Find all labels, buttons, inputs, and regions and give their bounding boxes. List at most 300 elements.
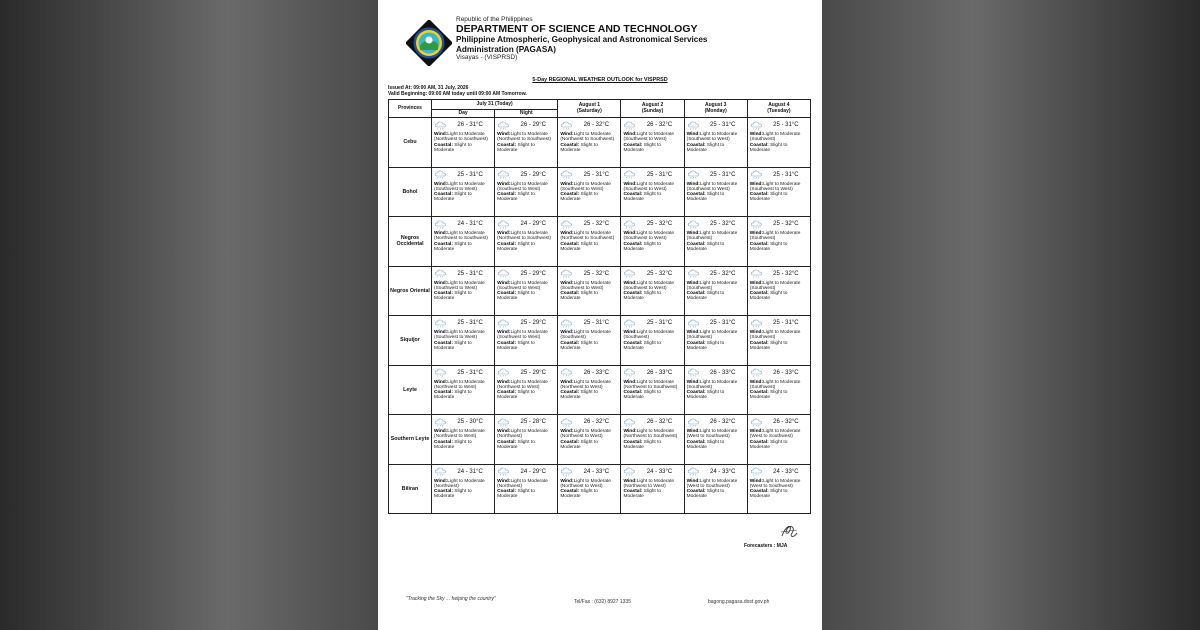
wind-label: Wind: bbox=[434, 478, 448, 484]
coastal-info bbox=[434, 192, 492, 203]
wind-info bbox=[560, 132, 618, 143]
wind-value: Light to Moderate (Northwest to West) bbox=[434, 429, 485, 440]
wind-value: Light to Moderate (Southwest) bbox=[749, 231, 801, 242]
wind-info bbox=[623, 479, 681, 490]
rain-cloud-icon bbox=[497, 269, 511, 278]
department-name: DEPARTMENT OF SCIENCE AND TECHNOLOGY bbox=[456, 23, 698, 35]
coastal-info bbox=[497, 192, 555, 203]
coastal-value: Slight to Moderate bbox=[434, 241, 472, 252]
forecast-cell bbox=[558, 217, 621, 267]
wind-label: Wind: bbox=[686, 181, 700, 187]
signature-icon bbox=[778, 521, 800, 543]
coastal-info bbox=[434, 440, 492, 451]
wind-value: Light to Moderate (Northwest to West) bbox=[560, 379, 611, 390]
wind-info bbox=[750, 479, 808, 490]
wind-info bbox=[623, 182, 681, 193]
wind-info bbox=[434, 182, 492, 193]
forecast-cell bbox=[432, 217, 495, 267]
forecast-cell bbox=[621, 365, 684, 415]
coastal-value: Slight to Moderate bbox=[560, 489, 598, 500]
wind-info bbox=[750, 330, 808, 341]
wind-value: Light to Moderate (West to Southwest) bbox=[686, 478, 738, 489]
wind-label: Wind: bbox=[686, 330, 700, 335]
wind-value: Light to Moderate (Northwest to West) bbox=[560, 478, 611, 489]
forecast-cell bbox=[558, 316, 621, 366]
coastal-label: Coastal: bbox=[434, 489, 453, 495]
wind-label: Wind: bbox=[686, 379, 700, 385]
document-page bbox=[378, 0, 822, 630]
province-name: Siquijor bbox=[389, 316, 432, 366]
region-line: Visayas - (VISPRSD) bbox=[456, 54, 518, 61]
forecast-cell bbox=[747, 167, 810, 217]
coastal-info bbox=[560, 489, 618, 500]
coastal-label: Coastal: bbox=[686, 439, 706, 445]
coastal-value: Slight to Moderate bbox=[560, 291, 598, 302]
wind-value: Light to Moderate (West to Southwest) bbox=[686, 429, 738, 440]
temperature-range: 25 - 32°C bbox=[646, 221, 673, 227]
coastal-value: Slight to Moderate bbox=[497, 340, 535, 351]
rain-cloud-icon bbox=[687, 467, 701, 476]
coastal-label: Coastal: bbox=[434, 390, 453, 396]
day-header: August 3 (Monday) bbox=[684, 100, 747, 118]
coastal-label: Coastal: bbox=[560, 340, 580, 346]
coastal-info bbox=[687, 291, 745, 302]
coastal-value: Slight to Moderate bbox=[749, 142, 788, 153]
temperature-range: 26 - 32°C bbox=[583, 122, 610, 128]
temperature-range: 24 - 33°C bbox=[583, 468, 610, 475]
wind-info bbox=[750, 281, 808, 292]
forecast-cell bbox=[432, 464, 495, 514]
coastal-value: Slight to Moderate bbox=[749, 340, 788, 351]
coastal-value: Slight to Moderate bbox=[686, 241, 725, 252]
coastal-info bbox=[687, 143, 745, 154]
wind-label: Wind: bbox=[623, 478, 637, 484]
coastal-info bbox=[497, 291, 555, 302]
rain-cloud-icon bbox=[623, 170, 637, 179]
temperature-range: 26 - 32°C bbox=[709, 419, 736, 425]
temperature-range: 25 - 31°C bbox=[457, 270, 483, 277]
wind-label: Wind: bbox=[623, 280, 637, 286]
coastal-label: Coastal: bbox=[560, 241, 580, 247]
forecast-cell bbox=[684, 167, 747, 217]
background-left bbox=[0, 0, 378, 630]
coastal-info bbox=[497, 242, 555, 253]
coastal-label: Coastal: bbox=[686, 241, 706, 247]
coastal-label: Coastal: bbox=[497, 340, 517, 346]
coastal-value: Slight to Moderate bbox=[623, 390, 662, 401]
coastal-value: Slight to Moderate bbox=[560, 192, 598, 203]
wind-info bbox=[434, 132, 492, 143]
wind-value: Light to Moderate (Southwest) bbox=[686, 231, 738, 242]
coastal-label: Coastal: bbox=[434, 439, 453, 445]
temperature-range: 25 - 29°C bbox=[520, 369, 546, 376]
wind-label: Wind: bbox=[749, 132, 764, 137]
coastal-label: Coastal: bbox=[560, 489, 580, 495]
wind-value: Light to Moderate (Northwest to Southwest) bbox=[497, 231, 552, 242]
rain-cloud-icon bbox=[750, 319, 764, 328]
coastal-label: Coastal: bbox=[623, 439, 643, 445]
wind-value: Light to Moderate (Southwest to West) bbox=[686, 132, 738, 143]
pagasa-logo-icon bbox=[406, 20, 452, 66]
day-header: August 2 (Sunday) bbox=[621, 100, 684, 118]
province-name: Bohol bbox=[389, 167, 432, 217]
rain-cloud-icon bbox=[687, 368, 701, 377]
wind-label: Wind: bbox=[434, 280, 448, 286]
wind-label: Wind: bbox=[623, 379, 637, 385]
coastal-label: Coastal: bbox=[434, 192, 453, 198]
rain-cloud-icon bbox=[434, 368, 448, 377]
coastal-value: Slight to Moderate bbox=[686, 489, 725, 500]
forecast-cell bbox=[432, 266, 495, 316]
rain-cloud-icon bbox=[434, 319, 448, 328]
coastal-info bbox=[560, 440, 618, 451]
temperature-range: 25 - 32°C bbox=[773, 221, 799, 227]
temperature-range: 24 - 33°C bbox=[646, 468, 673, 475]
wind-info bbox=[434, 479, 492, 490]
coastal-label: Coastal: bbox=[434, 241, 453, 247]
wind-info bbox=[623, 231, 681, 242]
forecast-cell bbox=[495, 316, 558, 366]
wind-label: Wind: bbox=[497, 379, 511, 385]
province-name: Biliran bbox=[389, 464, 432, 514]
rain-cloud-icon bbox=[750, 418, 764, 427]
issued-at: Issued At: 09:00 AM, 31 July, 2026 bbox=[388, 85, 469, 91]
wind-info bbox=[687, 380, 745, 391]
forecast-cell bbox=[495, 365, 558, 415]
temperature-range: 26 - 32°C bbox=[646, 419, 673, 425]
wind-info bbox=[560, 231, 618, 242]
rain-cloud-icon bbox=[623, 319, 637, 328]
forecast-cell bbox=[621, 316, 684, 366]
wind-value: Light to Moderate (Southwest) bbox=[686, 330, 738, 341]
wind-value: Light to Moderate (Northwest to Southwest) bbox=[623, 429, 678, 440]
wind-label: Wind: bbox=[560, 132, 574, 137]
temperature-range: 25 - 29°C bbox=[520, 171, 546, 178]
rain-cloud-icon bbox=[623, 418, 637, 427]
forecast-cell bbox=[432, 167, 495, 217]
wind-label: Wind: bbox=[434, 132, 448, 137]
coastal-value: Slight to Moderate bbox=[497, 241, 535, 252]
rain-cloud-icon bbox=[560, 170, 574, 179]
rain-cloud-icon bbox=[434, 220, 448, 229]
wind-info bbox=[687, 281, 745, 292]
wind-value: Light to Moderate (Southwest) bbox=[749, 330, 801, 341]
forecast-cell bbox=[684, 266, 747, 316]
wind-value: Light to Moderate (Northwest to Southwest) bbox=[434, 231, 488, 242]
wind-value: Light to Moderate (Southwest to West) bbox=[560, 181, 611, 192]
coastal-value: Slight to Moderate bbox=[623, 142, 662, 153]
rain-cloud-icon bbox=[750, 269, 764, 278]
coastal-info bbox=[560, 242, 618, 253]
wind-info bbox=[497, 182, 555, 193]
coastal-label: Coastal: bbox=[749, 142, 769, 148]
coastal-info bbox=[623, 440, 681, 451]
coastal-label: Coastal: bbox=[686, 142, 706, 148]
rain-cloud-icon bbox=[687, 170, 701, 179]
forecast-cell bbox=[495, 415, 558, 465]
rain-cloud-icon bbox=[750, 368, 764, 377]
forecast-cell bbox=[747, 266, 810, 316]
coastal-label: Coastal: bbox=[497, 241, 517, 247]
coastal-value: Slight to Moderate bbox=[497, 142, 535, 153]
wind-info bbox=[497, 479, 555, 490]
coastal-info bbox=[560, 143, 618, 154]
coastal-value: Slight to Moderate bbox=[497, 192, 535, 203]
footer-website: bagong.pagasa.dost.gov.ph bbox=[708, 599, 770, 605]
coastal-label: Coastal: bbox=[497, 192, 517, 198]
wind-label: Wind: bbox=[560, 280, 574, 286]
wind-label: Wind: bbox=[434, 181, 448, 187]
temperature-range: 26 - 32°C bbox=[773, 419, 799, 425]
forecast-cell bbox=[495, 167, 558, 217]
coastal-value: Slight to Moderate bbox=[497, 439, 535, 450]
provinces-header: Provinces bbox=[389, 100, 432, 118]
wind-label: Wind: bbox=[749, 181, 764, 187]
table-row bbox=[389, 464, 811, 514]
forecast-cell bbox=[684, 217, 747, 267]
coastal-info bbox=[434, 489, 492, 500]
temperature-range: 26 - 32°C bbox=[583, 419, 610, 425]
coastal-info bbox=[560, 341, 618, 352]
coastal-value: Slight to Moderate bbox=[686, 291, 725, 302]
wind-value: Light to Moderate (Southwest to West) bbox=[623, 280, 675, 291]
wind-label: Wind: bbox=[497, 280, 511, 286]
forecast-cell bbox=[558, 266, 621, 316]
coastal-label: Coastal: bbox=[560, 192, 580, 198]
coastal-info bbox=[560, 291, 618, 302]
temperature-range: 25 - 28°C bbox=[520, 419, 546, 425]
coastal-label: Coastal: bbox=[686, 340, 706, 346]
wind-label: Wind: bbox=[497, 181, 511, 187]
forecast-cell bbox=[684, 118, 747, 168]
wind-value: Light to Moderate (Northwest to West) bbox=[560, 429, 611, 440]
coastal-info bbox=[434, 390, 492, 401]
temperature-range: 25 - 31°C bbox=[583, 320, 610, 326]
coastal-label: Coastal: bbox=[497, 489, 517, 495]
wind-value: Light to Moderate (Southwest) bbox=[686, 280, 738, 291]
coastal-value: Slight to Moderate bbox=[497, 291, 535, 302]
rain-cloud-icon bbox=[434, 170, 448, 179]
rain-cloud-icon bbox=[497, 368, 511, 377]
coastal-value: Slight to Moderate bbox=[623, 291, 662, 302]
coastal-info bbox=[750, 291, 808, 302]
outlook-title: 5-Day REGIONAL WEATHER OUTLOOK for VISPRSD bbox=[532, 77, 668, 83]
table-row bbox=[389, 316, 811, 366]
province-name: Southern Leyte bbox=[389, 415, 432, 465]
coastal-value: Slight to Moderate bbox=[560, 390, 598, 401]
wind-value: Light to Moderate (Northwest to Southwest) bbox=[497, 132, 552, 143]
temperature-range: 25 - 31°C bbox=[457, 171, 483, 178]
temperature-range: 25 - 31°C bbox=[457, 320, 483, 326]
forecast-cell bbox=[558, 118, 621, 168]
forecasters-line: Forecasters : MJA bbox=[744, 543, 788, 549]
wind-value: Light to Moderate (Northwest to Southwest) bbox=[560, 132, 615, 143]
coastal-info bbox=[623, 341, 681, 352]
coastal-info bbox=[687, 341, 745, 352]
wind-label: Wind: bbox=[497, 429, 511, 434]
wind-label: Wind: bbox=[749, 379, 764, 385]
wind-label: Wind: bbox=[686, 478, 700, 484]
temperature-range: 25 - 31°C bbox=[709, 320, 736, 326]
forecast-cell bbox=[621, 464, 684, 514]
rain-cloud-icon bbox=[434, 121, 448, 130]
wind-info bbox=[497, 231, 555, 242]
temperature-range: 25 - 32°C bbox=[583, 221, 610, 227]
coastal-label: Coastal: bbox=[560, 291, 580, 297]
temperature-range: 25 - 29°C bbox=[520, 270, 546, 277]
wind-value: Light to Moderate (Southwest) bbox=[623, 330, 675, 341]
coastal-info bbox=[497, 341, 555, 352]
wind-value: Light to Moderate (Northwest) bbox=[497, 429, 548, 440]
coastal-label: Coastal: bbox=[749, 489, 769, 495]
coastal-label: Coastal: bbox=[749, 340, 769, 346]
coastal-info bbox=[623, 143, 681, 154]
temperature-range: 25 - 32°C bbox=[583, 270, 610, 277]
today-night-header: Night bbox=[495, 110, 558, 118]
wind-label: Wind: bbox=[560, 379, 574, 385]
rain-cloud-icon bbox=[623, 121, 637, 130]
rain-cloud-icon bbox=[497, 467, 511, 476]
wind-value: Light to Moderate (Northwest) bbox=[434, 478, 485, 489]
forecast-cell bbox=[495, 266, 558, 316]
forecast-cell bbox=[747, 415, 810, 465]
wind-info bbox=[687, 132, 745, 143]
rain-cloud-icon bbox=[560, 467, 574, 476]
coastal-value: Slight to Moderate bbox=[686, 390, 725, 401]
temperature-range: 25 - 31°C bbox=[709, 122, 736, 128]
coastal-value: Slight to Moderate bbox=[560, 439, 598, 450]
coastal-label: Coastal: bbox=[686, 192, 706, 198]
coastal-label: Coastal: bbox=[749, 291, 769, 297]
coastal-info bbox=[497, 489, 555, 500]
coastal-info bbox=[750, 192, 808, 203]
coastal-label: Coastal: bbox=[749, 241, 769, 247]
today-header: July 31 (Today) bbox=[432, 100, 558, 110]
wind-info bbox=[750, 380, 808, 391]
coastal-label: Coastal: bbox=[749, 439, 769, 445]
wind-info bbox=[687, 330, 745, 341]
rain-cloud-icon bbox=[560, 368, 574, 377]
wind-info bbox=[623, 330, 681, 341]
wind-info bbox=[750, 429, 808, 440]
coastal-info bbox=[623, 192, 681, 203]
coastal-label: Coastal: bbox=[497, 390, 517, 396]
forecast-cell bbox=[747, 118, 810, 168]
rain-cloud-icon bbox=[687, 220, 701, 229]
wind-info bbox=[623, 132, 681, 143]
valid-beginning: Valid Beginning: 09:00 AM today until 09:00 AM Tomorrow. bbox=[388, 91, 527, 97]
temperature-range: 24 - 29°C bbox=[520, 221, 546, 227]
temperature-range: 25 - 29°C bbox=[520, 320, 546, 326]
wind-label: Wind: bbox=[623, 132, 637, 137]
coastal-label: Coastal: bbox=[497, 439, 517, 445]
wind-value: Light to Moderate (Southwest to West) bbox=[434, 330, 485, 341]
coastal-value: Slight to Moderate bbox=[497, 390, 535, 401]
rain-cloud-icon bbox=[560, 418, 574, 427]
temperature-range: 25 - 32°C bbox=[773, 270, 799, 277]
wind-value: Light to Moderate (West to Southwest) bbox=[749, 429, 801, 440]
rain-cloud-icon bbox=[560, 220, 574, 229]
wind-label: Wind: bbox=[749, 280, 764, 286]
wind-label: Wind: bbox=[434, 379, 448, 385]
wind-label: Wind: bbox=[560, 181, 574, 187]
forecast-cell bbox=[621, 415, 684, 465]
wind-label: Wind: bbox=[749, 429, 764, 434]
forecast-cell bbox=[621, 118, 684, 168]
wind-value: Light to Moderate (Southwest) bbox=[749, 280, 801, 291]
coastal-label: Coastal: bbox=[560, 142, 580, 148]
coastal-value: Slight to Moderate bbox=[623, 489, 662, 500]
temperature-range: 26 - 33°C bbox=[583, 369, 610, 376]
coastal-info bbox=[434, 143, 492, 154]
temperature-range: 24 - 31°C bbox=[457, 468, 483, 475]
forecast-cell bbox=[684, 464, 747, 514]
wind-label: Wind: bbox=[749, 330, 764, 335]
wind-label: Wind: bbox=[434, 231, 448, 236]
wind-label: Wind: bbox=[686, 231, 700, 236]
rain-cloud-icon bbox=[687, 121, 701, 130]
province-name: Negros Oriental bbox=[389, 266, 432, 316]
forecast-cell bbox=[432, 365, 495, 415]
wind-label: Wind: bbox=[497, 231, 511, 236]
coastal-info bbox=[434, 291, 492, 302]
coastal-value: Slight to Moderate bbox=[434, 192, 472, 203]
coastal-label: Coastal: bbox=[623, 291, 643, 297]
coastal-value: Slight to Moderate bbox=[749, 390, 788, 401]
rain-cloud-icon bbox=[497, 170, 511, 179]
coastal-info bbox=[750, 440, 808, 451]
temperature-range: 25 - 31°C bbox=[646, 320, 673, 326]
wind-label: Wind: bbox=[623, 330, 637, 335]
rain-cloud-icon bbox=[687, 319, 701, 328]
coastal-value: Slight to Moderate bbox=[560, 340, 598, 351]
temperature-range: 25 - 31°C bbox=[773, 122, 799, 128]
table-row bbox=[389, 118, 811, 168]
coastal-label: Coastal: bbox=[560, 390, 580, 396]
temperature-range: 25 - 32°C bbox=[709, 221, 736, 227]
wind-info bbox=[687, 182, 745, 193]
coastal-info bbox=[687, 192, 745, 203]
today-day-header: Day bbox=[432, 110, 495, 118]
temperature-range: 24 - 29°C bbox=[520, 468, 546, 475]
coastal-label: Coastal: bbox=[686, 390, 706, 396]
wind-info bbox=[560, 330, 618, 341]
coastal-info bbox=[560, 390, 618, 401]
rain-cloud-icon bbox=[750, 121, 764, 130]
wind-value: Light to Moderate (Southwest to West) bbox=[434, 181, 485, 192]
coastal-info bbox=[687, 242, 745, 253]
wind-value: Light to Moderate (Southwest to West) bbox=[623, 132, 675, 143]
forecast-cell bbox=[747, 217, 810, 267]
coastal-value: Slight to Moderate bbox=[560, 142, 598, 153]
rain-cloud-icon bbox=[687, 269, 701, 278]
footer-tagline: "Tracking the Sky ... helping the country" bbox=[406, 596, 496, 602]
rain-cloud-icon bbox=[497, 319, 511, 328]
document-header bbox=[406, 16, 806, 76]
wind-value: Light to Moderate (Southwest to West) bbox=[686, 181, 738, 192]
coastal-label: Coastal: bbox=[623, 241, 643, 247]
wind-value: Light to Moderate (Northwest to West) bbox=[497, 379, 548, 390]
wind-label: Wind: bbox=[497, 132, 511, 137]
temperature-range: 26 - 32°C bbox=[646, 122, 673, 128]
coastal-label: Coastal: bbox=[497, 142, 517, 148]
wind-value: Light to Moderate (Northwest to Southwest) bbox=[560, 231, 615, 242]
coastal-info bbox=[750, 341, 808, 352]
rain-cloud-icon bbox=[497, 418, 511, 427]
wind-info bbox=[623, 429, 681, 440]
rain-cloud-icon bbox=[623, 269, 637, 278]
coastal-info bbox=[750, 489, 808, 500]
